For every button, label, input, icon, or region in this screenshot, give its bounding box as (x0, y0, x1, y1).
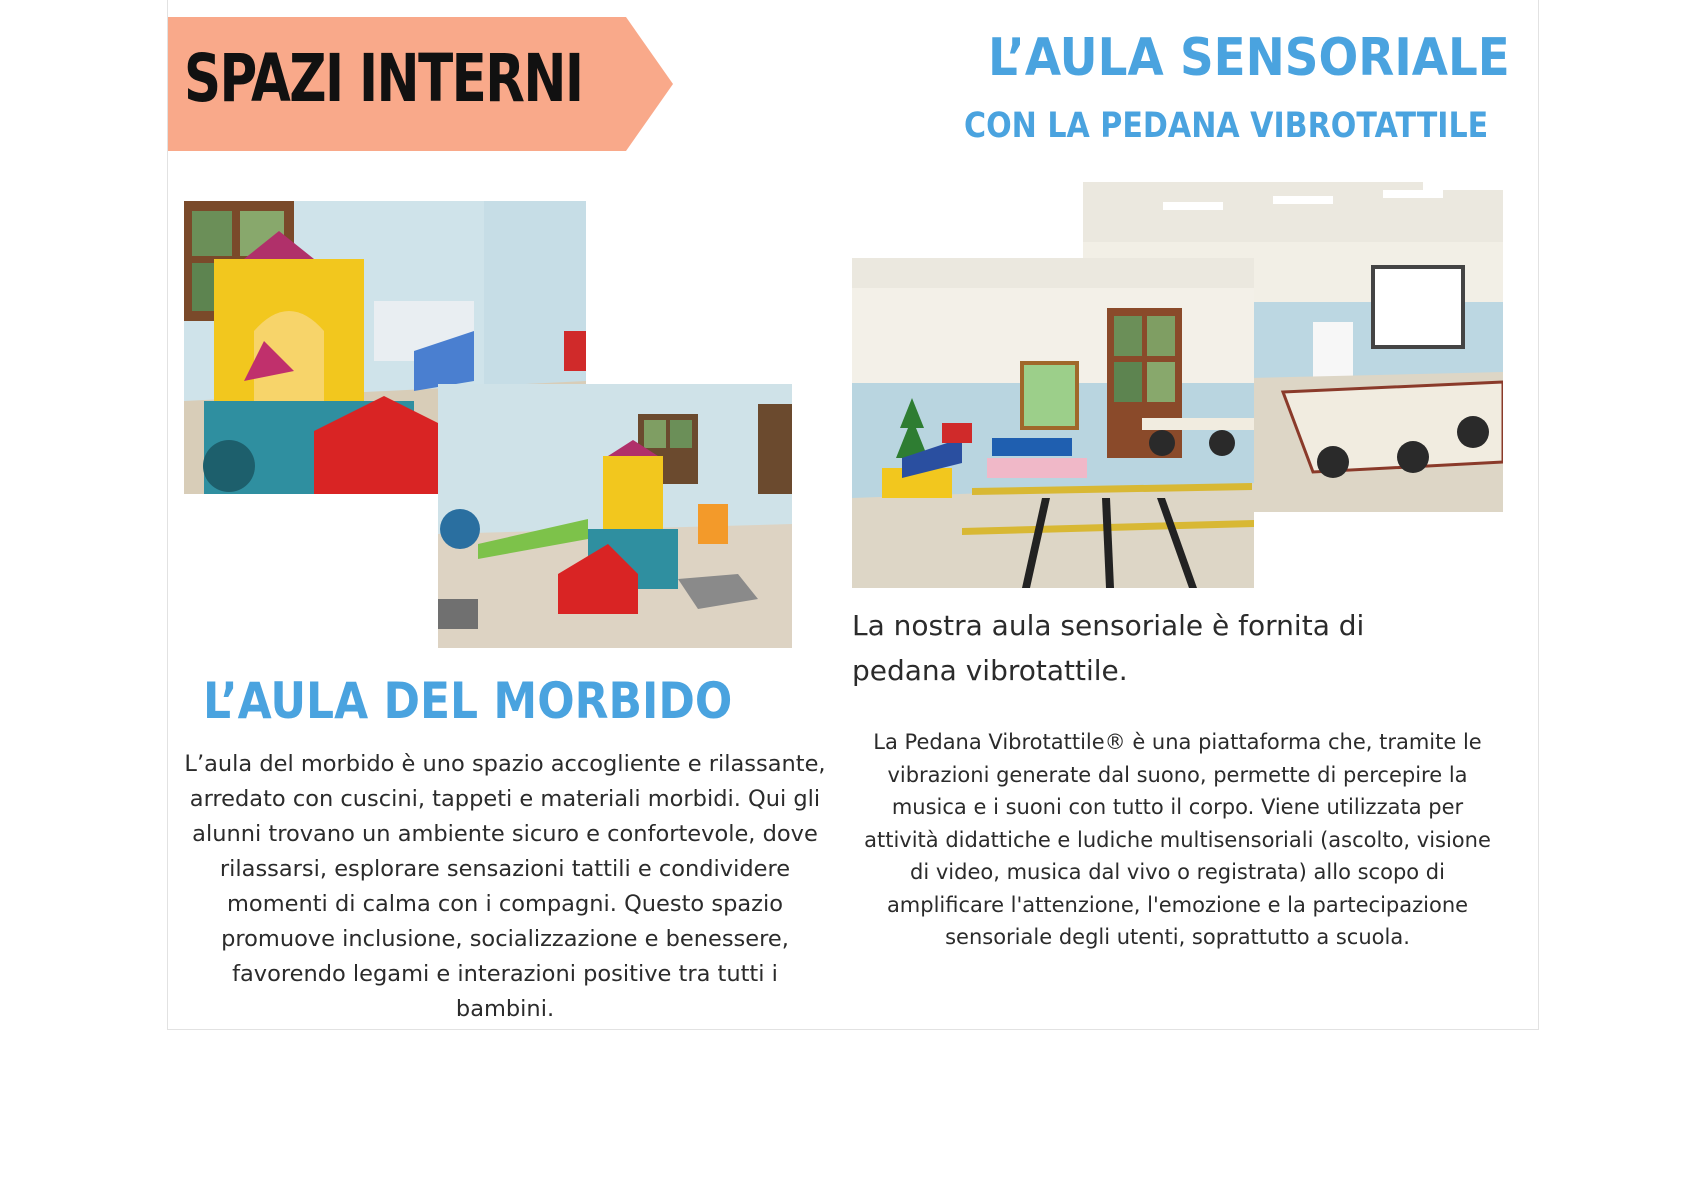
soft-room-photo-2 (438, 384, 792, 648)
sensory-room-photo-1 (852, 258, 1254, 588)
sensoriale-lead-text: La nostra aula sensoriale è fornita di pedana vibrotattile. (852, 609, 1365, 687)
sensoriale-title: L’AULA SENSORIALE (988, 28, 1510, 88)
sensoriale-subtitle: CON LA PEDANA VIBROTATTILE (964, 106, 1489, 146)
morbido-description: L’aula del morbido è uno spazio accogliente e rilassante, arredato con cuscini, tappeti e materiali morbidi. Qui gli alunni trovano un ambiente sicuro e confortevole, dove rilassarsi, esplorare sensazioni tattili e condividere momenti di calma con i compagni. Questo spazio promuove inclusione, socializzazione e benessere, favorendo legami e interazioni positive tra tutti i bambini. (184, 751, 826, 1022)
morbido-title: L’AULA DEL MORBIDO (203, 672, 733, 730)
banner-title: SPAZI INTERNI (184, 40, 583, 117)
sensoriale-description: La Pedana Vibrotattile® è una piattaforma che, tramite le vibrazioni generate dal suono, permette di percepire la musica e i suoni con tutto il corpo. Viene utilizzata per attività didattiche e ludiche multisensoriali (ascolto, visione di video, musica dal vivo o registrata) allo scopo di amplificare l'attenzione, l'emozione e la partecipazione sensoriale degli utenti, soprattutto a scuola. (864, 730, 1491, 949)
